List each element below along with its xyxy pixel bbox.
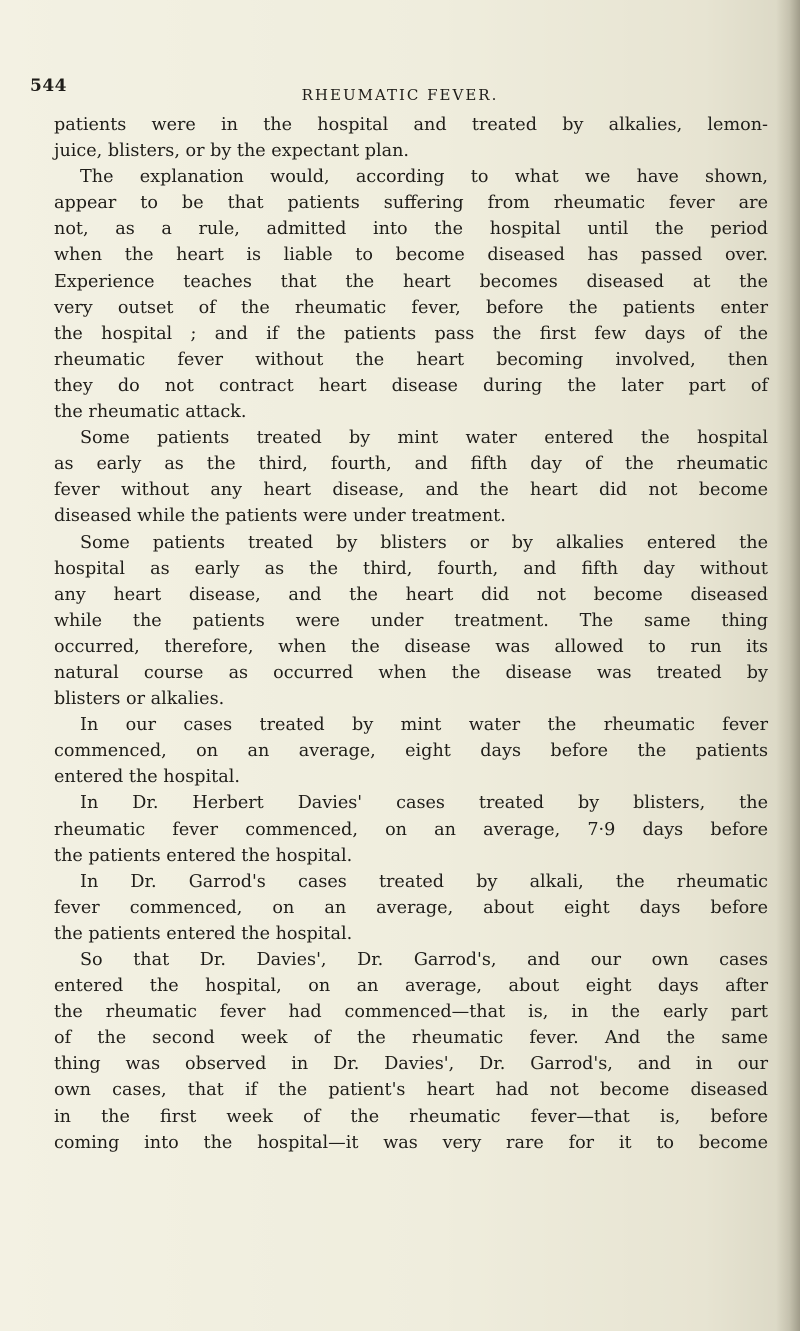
running-head: RHEUMATIC FEVER.	[301, 86, 499, 104]
text-line: appear to be that patients suffering from rheumatic fever are	[54, 193, 768, 214]
text-line: juice, blisters, or by the expectant plan.	[54, 141, 410, 162]
text-line: entered the hospital.	[54, 767, 240, 788]
text-line: when the heart is liable to become diseased has passed over.	[54, 245, 768, 266]
text-line: rheumatic fever commenced, on an average, 7·9 days before	[54, 819, 768, 840]
text-line: In Dr. Garrod's cases treated by alkali, the rheumatic	[80, 871, 768, 892]
text-line: rheumatic fever without the heart becoming involved, then	[54, 349, 768, 370]
text-line: they do not contract heart disease during the later part of	[54, 375, 768, 396]
text-line: the hospital ; and if the patients pass the first few days of the	[54, 323, 768, 344]
text-line: occurred, therefore, when the disease was allowed to run its	[54, 636, 768, 657]
text-line: in the first week of the rheumatic fever—that is, before	[54, 1106, 768, 1127]
text-line: not, as a rule, admitted into the hospital until the period	[54, 219, 768, 240]
body-text	[54, 112, 768, 1156]
text-line: Experience teaches that the heart becomes diseased at the	[54, 271, 768, 292]
text-line: as early as the third, fourth, and fifth day of the rheumatic	[54, 454, 768, 475]
text-line: the rheumatic attack.	[54, 402, 247, 423]
text-line: blisters or alkalies.	[54, 689, 225, 710]
text-line: own cases, that if the patient's heart had not become diseased	[54, 1080, 768, 1101]
page-edge-shadow	[776, 0, 800, 1331]
text-line: while the patients were under treatment. The same thing	[54, 610, 768, 631]
text-line: entered the hospital, on an average, about eight days after	[54, 976, 768, 997]
text-line: of the second week of the rheumatic fever. And the same	[54, 1028, 768, 1049]
text-line: fever without any heart disease, and the heart did not become	[54, 480, 768, 501]
text-line: In our cases treated by mint water the rheumatic fever	[80, 715, 768, 736]
text-line: diseased while the patients were under treatment.	[54, 506, 506, 527]
text-line: very outset of the rheumatic fever, before the patients enter	[54, 297, 768, 318]
text-line: So that Dr. Davies', Dr. Garrod's, and our own cases	[80, 950, 768, 970]
text-line: any heart disease, and the heart did not become diseased	[54, 584, 768, 605]
text-line: Some patients treated by mint water entered the hospital	[80, 428, 768, 449]
text-line: coming into the hospital—it was very rare for it to become	[54, 1132, 768, 1153]
text-line: patients were in the hospital and treated by alkalies, lemon-	[54, 115, 768, 135]
text-line: fever commenced, on an average, about eight days before	[54, 897, 768, 918]
text-line: commenced, on an average, eight days before the patients	[54, 741, 768, 762]
text-line: hospital as early as the third, fourth, and fifth day without	[54, 558, 768, 579]
text-line: natural course as occurred when the disease was treated by	[54, 662, 768, 683]
text-line: In Dr. Herbert Davies' cases treated by blisters, the	[80, 793, 768, 814]
text-line: Some patients treated by blisters or by alkalies entered the	[80, 532, 768, 553]
text-line: the patients entered the hospital.	[54, 845, 353, 866]
text-line: the rheumatic fever had commenced—that is, in the early part	[54, 1002, 768, 1023]
text-line: thing was observed in Dr. Davies', Dr. Garrod's, and in our	[54, 1054, 768, 1075]
text-line: The explanation would, according to what we have shown,	[80, 167, 768, 188]
page-number: 544	[30, 76, 67, 96]
text-line: the patients entered the hospital.	[54, 923, 353, 944]
